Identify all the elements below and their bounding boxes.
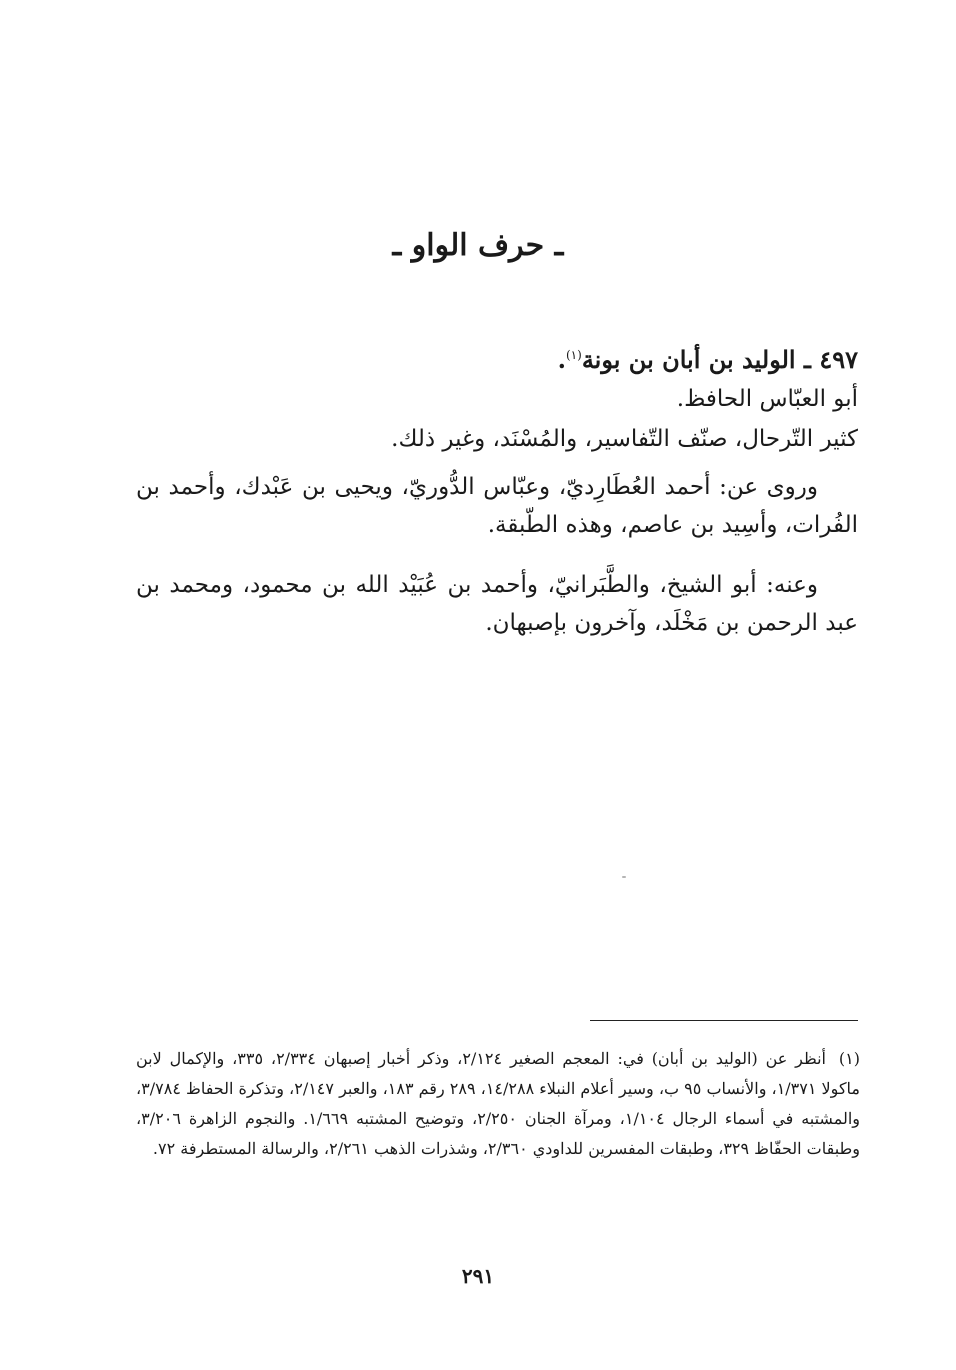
section-title: ـ حرف الواو ـ <box>392 228 564 263</box>
narrated-by-text: وعنه: أبو الشيخ، والطَّبَرانيّ، وأحمد بن عُبَيْد الله بن محمود، ومحمد بن عبد الرحمن بن مَخْلَد، وآخرون بإصبهان. <box>136 572 858 636</box>
page-number: ٢٩١ <box>461 1264 495 1288</box>
footnote-reference[interactable]: (١) <box>565 348 582 362</box>
entry-heading-end: . <box>557 345 566 374</box>
scan-speck <box>622 876 626 878</box>
footnotes <box>136 1044 860 1164</box>
narrated-from-paragraph <box>136 468 858 544</box>
footnote-separator <box>590 1020 858 1021</box>
narrated-from-text: وروى عن: أحمد العُطَارِديّ، وعبّاس الدُّوريّ، ويحيى بن عَبْدك، وأحمد بن الفُرات، وأسِيد بن عاصم، وهذه الطّبقة. <box>136 474 858 538</box>
entry-kunya: أبو العبّاس الحافظ. <box>676 386 858 412</box>
footnote-number: (١) <box>838 1049 860 1068</box>
narrated-by-paragraph <box>136 566 858 642</box>
entry-heading-text: ٤٩٧ ـ الوليد بن أبان بن بونة <box>581 345 858 374</box>
footnote-text: أنظر عن (الوليد بن أبان) في: المعجم الصغير ٢/١٢٤، وذكر أخبار إصبهان ٢/٣٣٤، ٣٣٥، والإكمال لابن ماكولا ١/٣٧١، والأنساب ٩٥ ب، وسير أعلام النبلاء ١٤/٢٨٨، ٢٨٩ رقم ١٨٣، والعبر ٢/١٤٧، وتذكرة الحفاظ ٣/٧٨٤، والمشتبه في أسماء الرجال ١/١٠٤، ومرآة الجنان ٢/٢٥٠، وتوضيح المشتبه ١/٦٦٩. والنجوم الزاهرة ٣/٢٠٦، وطبقات الحفّاظ ٣٢٩، وطبقات المفسرين للداودي ٢/٣٦٠، وشذرات الذهب ٢/٢٦١، والرسالة المستطرفة ٧٢. <box>136 1049 861 1158</box>
entry-description: كثير التّرحال، صنّف التّفاسير، والمُسْنَد، وغير ذلك. <box>391 426 858 452</box>
entry-heading <box>136 336 858 379</box>
